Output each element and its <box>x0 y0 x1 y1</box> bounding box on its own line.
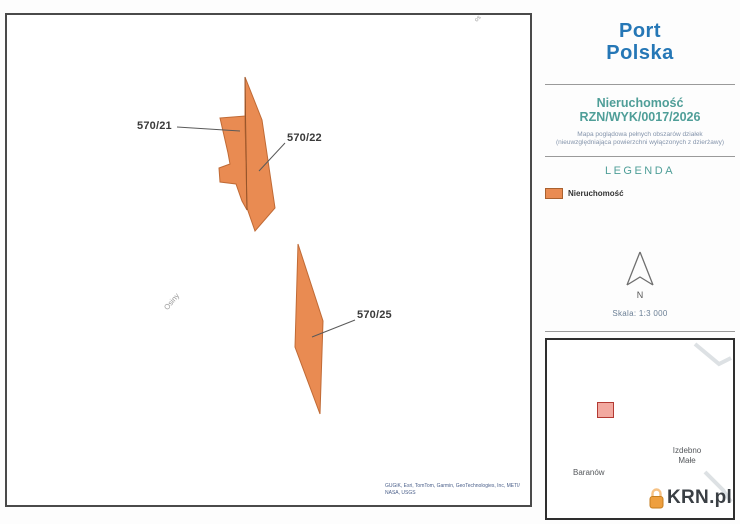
parcel-570-25 <box>295 244 323 414</box>
parcel-label-570-21: 570/21 <box>137 120 172 132</box>
legend-item-label: Nieruchomość <box>568 189 624 198</box>
divider-line <box>545 331 735 332</box>
map-attribution-line2: NASA, USGS <box>385 489 416 496</box>
minimap-label-baranow: Baranów <box>573 468 605 477</box>
document-title <box>545 96 735 124</box>
krn-watermark-text: KRN.pl <box>667 487 733 508</box>
scale-label: Skala: 1:3 000 <box>612 309 668 318</box>
compass-north-label: N <box>636 290 644 300</box>
document-subtitle-line1: Mapa poglądowa pełnych obszarów działek <box>577 131 703 138</box>
document-subtitle-line2: (nieuwzględniająca powierzchni wyłączonych z dzierżawy) <box>556 139 724 146</box>
padlock-icon <box>648 487 665 509</box>
parcel-map-svg <box>7 15 530 505</box>
minimap-label-izdebno: Izdebno <box>672 446 702 455</box>
legend-color-swatch <box>545 188 563 199</box>
sidebar <box>545 0 735 524</box>
legend-heading: LEGENDA <box>604 165 676 177</box>
port-polska-logo <box>545 20 735 64</box>
parcel-label-570-22: 570/22 <box>287 132 322 144</box>
minimap-label-male: Małe <box>678 456 696 465</box>
place-label-osiny: Osiny <box>161 291 182 312</box>
logo-line2: Polska <box>606 42 674 64</box>
parcel-570-22 <box>245 77 275 231</box>
legend-item-nieruchomosc <box>545 188 735 199</box>
north-arrow-icon <box>625 251 655 287</box>
document-subtitle <box>545 131 735 147</box>
map-attribution <box>385 483 535 496</box>
compass <box>545 251 735 300</box>
document-title-line1: Nieruchomość <box>596 96 684 110</box>
minimap-label-izdebno-male <box>647 446 727 466</box>
parcel-label-570-25: 570/25 <box>357 309 392 321</box>
main-map <box>5 13 532 507</box>
map-attribution-line1: GUGiK, Esri, TomTom, Garmin, GeoTechnologies, Inc, METI/ <box>385 483 520 489</box>
divider-line <box>545 84 735 85</box>
map-edge-label: os <box>473 14 483 24</box>
minimap-property-marker <box>597 402 614 418</box>
document-title-line2: RZN/WYK/0017/2026 <box>579 110 701 124</box>
divider-line <box>545 156 735 157</box>
logo-line1: Port <box>619 20 661 42</box>
krn-watermark <box>648 487 732 509</box>
